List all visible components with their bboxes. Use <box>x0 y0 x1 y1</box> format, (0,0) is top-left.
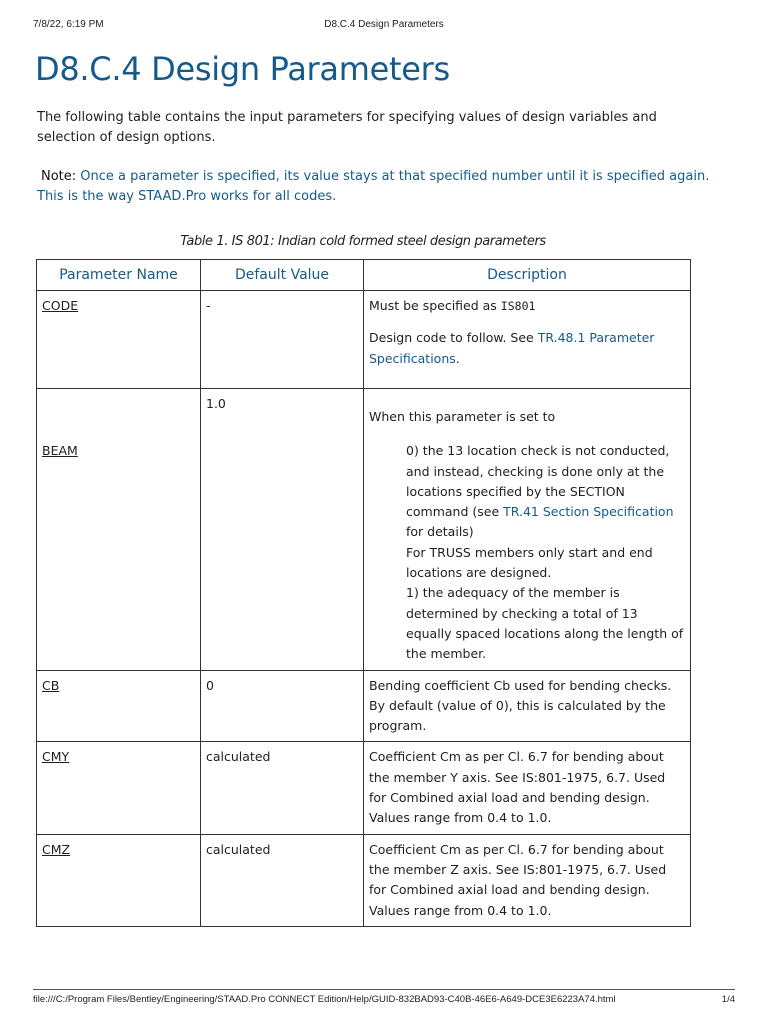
beam-options-list <box>406 441 685 664</box>
beam-option-0-truss: For TRUSS members only start and end locations are designed. <box>406 544 653 581</box>
print-header <box>33 19 735 33</box>
cell-description <box>364 389 691 671</box>
cell-param-name <box>37 742 201 834</box>
param-cmz-link[interactable]: CMZ <box>42 841 71 857</box>
note-paragraph <box>37 167 717 207</box>
cell-default-value: calculated <box>201 742 364 834</box>
code-desc-line1 <box>369 296 685 316</box>
file-path: file:///C:/Program Files/Bentley/Engineering/STAAD.Pro CONNECT Edition/Help/GUID-832BAD93-C40B-46E6-A649-DCE3E6223A74.html <box>33 994 616 1005</box>
code-desc2-prefix: Design code to follow. See <box>369 330 538 346</box>
param-cb-link[interactable]: CB <box>42 677 60 693</box>
header-default-value: Default Value <box>201 260 364 291</box>
table-row-cmz <box>37 834 691 926</box>
cell-description: Coefficient Cm as per Cl. 6.7 for bending about the member Y axis. See IS:801-1975, 6.7. Used for Combined axial load and bending design. Values range from 0.4 to 1.0. <box>364 742 691 834</box>
note-label: Note: <box>41 169 77 184</box>
header-description: Description <box>364 260 691 291</box>
tr48-link[interactable]: TR.48.1 Parameter Specifications <box>369 330 655 366</box>
cell-description: Coefficient Cm as per Cl. 6.7 for bending about the member Z axis. See IS:801-1975, 6.7. Used for Combined axial load and bending design. Values range from 0.4 to 1.0. <box>364 834 691 926</box>
beam-opt0-text: 0) the 13 location check is not conducted, and instead, checking is done only at the locations specified by the SECTION command (see <box>406 443 670 520</box>
parameters-table <box>36 259 691 927</box>
cell-default-value: 0 <box>201 670 364 742</box>
intro-paragraph: The following table contains the input parameters for specifying values of design variables and selection of design options. <box>37 110 657 145</box>
header-parameter-name: Parameter Name <box>37 260 201 291</box>
beam-option-0 <box>406 441 685 542</box>
param-beam-link[interactable]: BEAM <box>42 443 78 458</box>
note-text: Once a parameter is specified, its value stays at that specified number until it is specified again. This is the way STAAD.Pro works for all codes. <box>37 169 710 204</box>
beam-desc-intro: When this parameter is set to <box>369 409 556 424</box>
code-desc2-suffix: . <box>455 350 460 366</box>
param-code-link[interactable]: CODE <box>42 298 79 313</box>
table-row-cmy <box>37 742 691 834</box>
tr41-link[interactable]: TR.41 Section Specification <box>503 504 674 520</box>
cell-param-name <box>37 389 201 671</box>
print-doc-title: D8.C.4 Design Parameters <box>324 19 444 30</box>
page-number: 1/4 <box>721 994 735 1005</box>
table-caption: Table 1. IS 801: Indian cold formed steel design parameters <box>180 234 546 249</box>
table-header-row <box>37 260 691 291</box>
cell-default-value: 1.0 <box>201 389 364 671</box>
table-row-code <box>37 291 691 389</box>
code-desc-prefix: Must be specified as <box>369 298 501 313</box>
cell-default-value: calculated <box>201 834 364 926</box>
beam-opt0-after: for details) <box>406 524 474 540</box>
code-desc-line2 <box>369 328 685 369</box>
beam-option-1: 1) the adequacy of the member is determined by checking a total of 13 equally spaced locations along the length of the member. <box>406 585 684 662</box>
code-value: IS801 <box>500 299 536 313</box>
cell-default-value: - <box>201 291 364 389</box>
param-cmy-link[interactable]: CMY <box>42 749 70 765</box>
cell-description <box>364 291 691 389</box>
print-datetime: 7/8/22, 6:19 PM <box>33 19 104 30</box>
print-footer <box>33 989 735 1005</box>
cell-param-name <box>37 834 201 926</box>
cell-param-name <box>37 291 201 389</box>
table-row-cb <box>37 670 691 742</box>
table-row-beam <box>37 389 691 671</box>
cell-description: Bending coefficient Cb used for bending checks. By default (value of 0), this is calculated by the program. <box>364 670 691 742</box>
page-title: D8.C.4 Design Parameters <box>35 50 450 88</box>
cell-param-name <box>37 670 201 742</box>
